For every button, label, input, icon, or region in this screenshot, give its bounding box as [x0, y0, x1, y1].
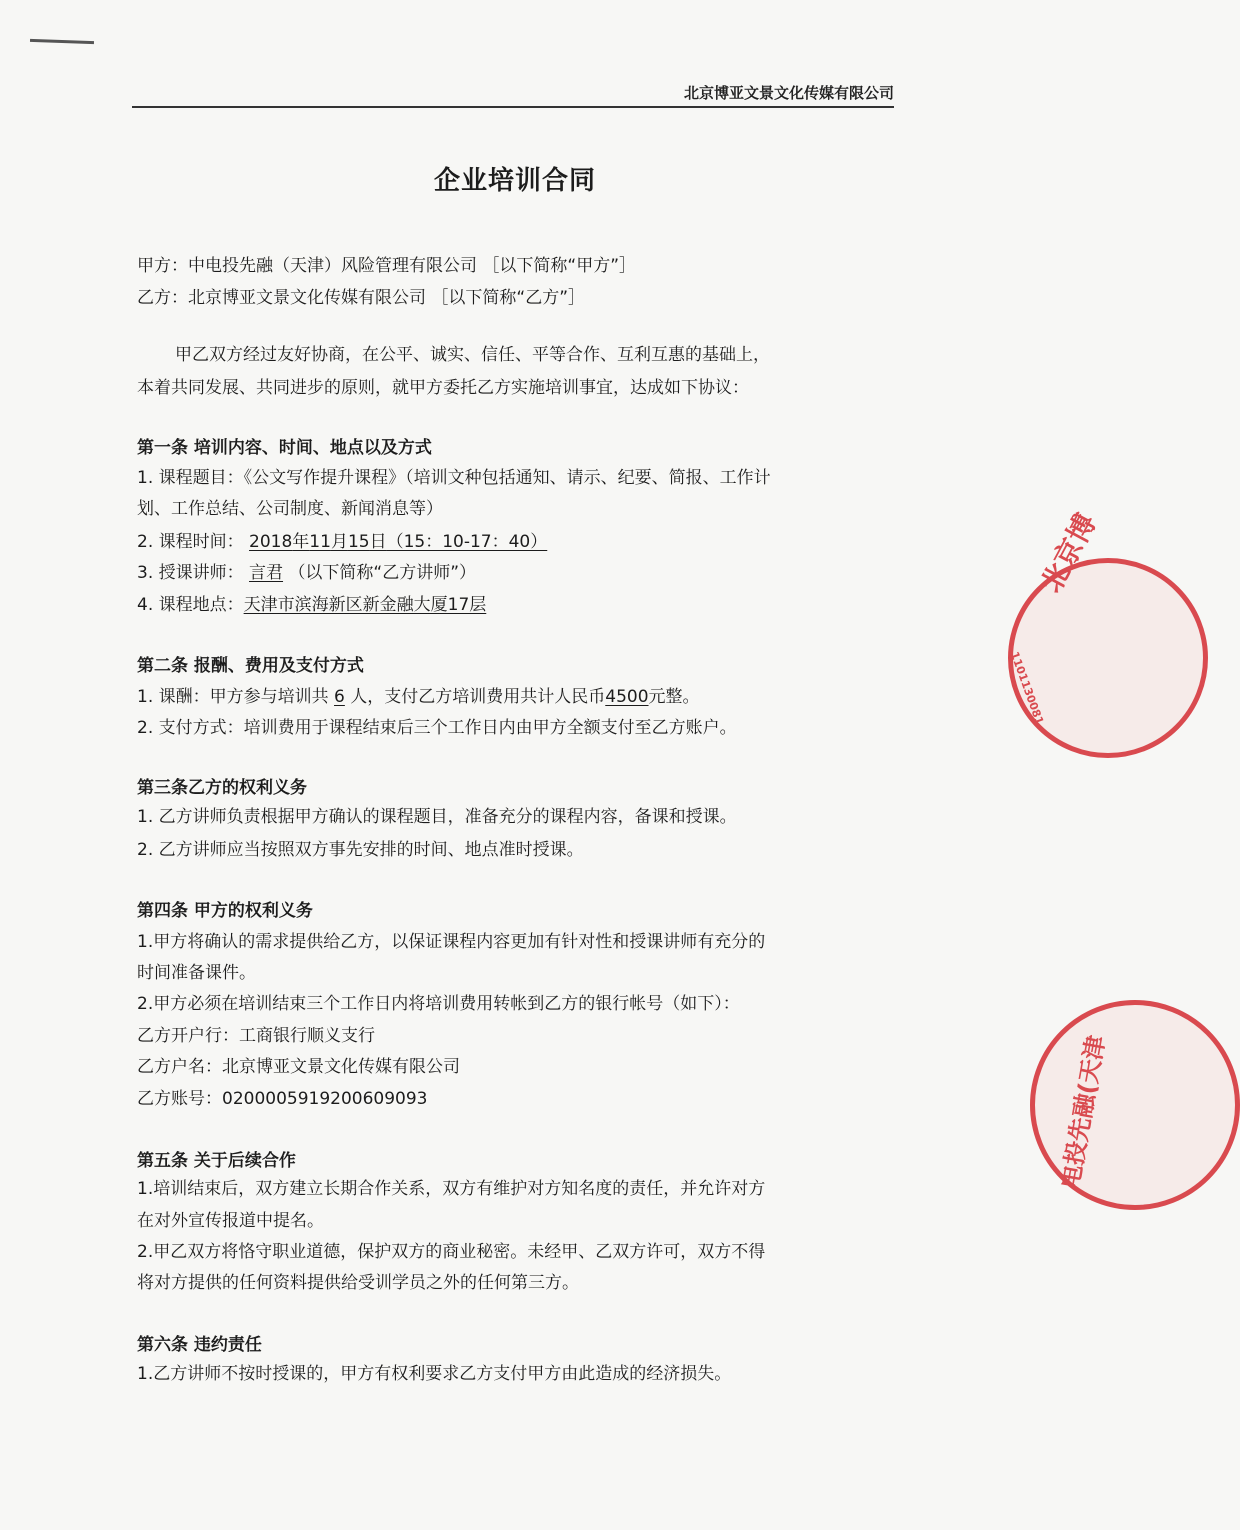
fee-text-3: 元整。 [648, 687, 700, 707]
course-place [137, 593, 486, 617]
teacher-note: （以下简称“乙方讲师”） [288, 563, 477, 583]
day-unit: 日 [369, 532, 387, 552]
party-a: 甲方：中电投先融（天津）风险管理有限公司 ［以下简称“甲方”］ [137, 256, 637, 276]
article-4-item-1-line-2: 时间准备课件。 [137, 963, 256, 983]
article-1-item-1-line-2: 划、工作总结、公司制度、新闻消息等） [137, 499, 443, 519]
article-4-item-1-line-1: 1.甲方将确认的需求提供给乙方，以保证课程内容更加有针对性和授课讲师有充分的 [137, 932, 766, 952]
article-5-item-1-line-2: 在对外宣传报道中提名。 [137, 1211, 324, 1231]
fee-text-1: 1. 课酬：甲方参与培训共 [137, 687, 329, 707]
fee-text-2: 人，支付乙方培训费用共计人民币 [350, 687, 606, 707]
course-time [137, 530, 547, 554]
party-a-seal-text: 电投先融(天津 [1055, 1033, 1111, 1191]
article-5-item-1-line-1: 1.培训结束后，双方建立长期合作关系，双方有维护对方知名度的责任，并允许对方 [137, 1179, 766, 1199]
article-6-item-1: 1.乙方讲师不按时授课的，甲方有权利要求乙方支付甲方由此造成的经济损失。 [137, 1364, 732, 1384]
header-organization: 北京博亚文景文化传媒有限公司 [683, 84, 894, 102]
place-label: 4. 课程地点： [137, 595, 244, 615]
course-fee [137, 685, 700, 709]
teacher-name: 言君 [249, 563, 284, 583]
article-5-item-2-line-2: 将对方提供的任何资料提供给受训学员之外的任何第三方。 [137, 1273, 579, 1293]
scan-mark [30, 39, 94, 44]
account-number [137, 1087, 428, 1111]
course-month: 11 [309, 532, 331, 552]
course-time-label: 2. 课程时间： [137, 532, 244, 552]
course-time-range: （15：10-17：40） [386, 532, 548, 552]
article-1-item-1-line-1: 1. 课程题目：《公文写作提升课程》（培训文种包括通知、请示、纪要、简报、工作计 [137, 468, 771, 488]
course-teacher [137, 561, 476, 585]
fee-amount: 4500 [605, 687, 649, 707]
article-4-item-2: 2.甲方必须在培训结束三个工作日内将培训费用转帐到乙方的银行帐号（如下）： [137, 994, 740, 1014]
article-2-heading: 第二条 报酬、费用及支付方式 [137, 656, 364, 676]
account-number-value: 0200005919200609093 [222, 1089, 428, 1109]
account-name: 乙方户名：北京博亚文景文化传媒有限公司 [137, 1057, 460, 1077]
intro-line-2: 本着共同发展、共同进步的原则，就甲方委托乙方实施培训事宜，达成如下协议： [137, 378, 749, 398]
article-3-heading: 第三条乙方的权利义务 [137, 778, 307, 798]
place-value: 天津市滨海新区新金融大厦17层 [243, 595, 487, 615]
year-unit: 年 [292, 532, 310, 552]
document-title: 企业培训合同 [433, 166, 596, 196]
course-year: 2018 [249, 532, 293, 552]
article-1-heading: 第一条 培训内容、时间、地点以及方式 [137, 438, 432, 458]
party-b-seal-number: 1101130081 [1007, 650, 1047, 727]
party-b: 乙方：北京博亚文景文化传媒有限公司 ［以下简称“乙方”］ [137, 288, 586, 308]
account-number-label: 乙方账号： [137, 1089, 222, 1109]
article-4-heading: 第四条 甲方的权利义务 [137, 901, 313, 921]
month-unit: 月 [330, 532, 348, 552]
participant-count: 6 [334, 687, 345, 707]
article-5-item-2-line-1: 2.甲乙双方将恪守职业道德，保护双方的商业秘密。未经甲、乙双方许可，双方不得 [137, 1242, 766, 1262]
article-5-heading: 第五条 关于后续合作 [137, 1151, 296, 1171]
course-day: 15 [347, 532, 370, 552]
teacher-label: 3. 授课讲师： [137, 563, 244, 583]
payment-method: 2. 支付方式：培训费用于课程结束后三个工作日内由甲方全额支付至乙方账户。 [137, 718, 737, 738]
header-divider [132, 106, 894, 108]
article-3-item-2: 2. 乙方讲师应当按照双方事先安排的时间、地点准时授课。 [137, 840, 584, 860]
bank-name: 乙方开户行：工商银行顺义支行 [137, 1026, 375, 1046]
intro-line-1: 甲乙双方经过友好协商，在公平、诚实、信任、平等合作、互利互惠的基础上， [175, 345, 770, 365]
article-6-heading: 第六条 违约责任 [137, 1335, 262, 1355]
article-3-item-1: 1. 乙方讲师负责根据甲方确认的课程题目，准备充分的课程内容，备课和授课。 [137, 807, 737, 827]
party-b-seal-text: 北京博 [1034, 508, 1103, 598]
